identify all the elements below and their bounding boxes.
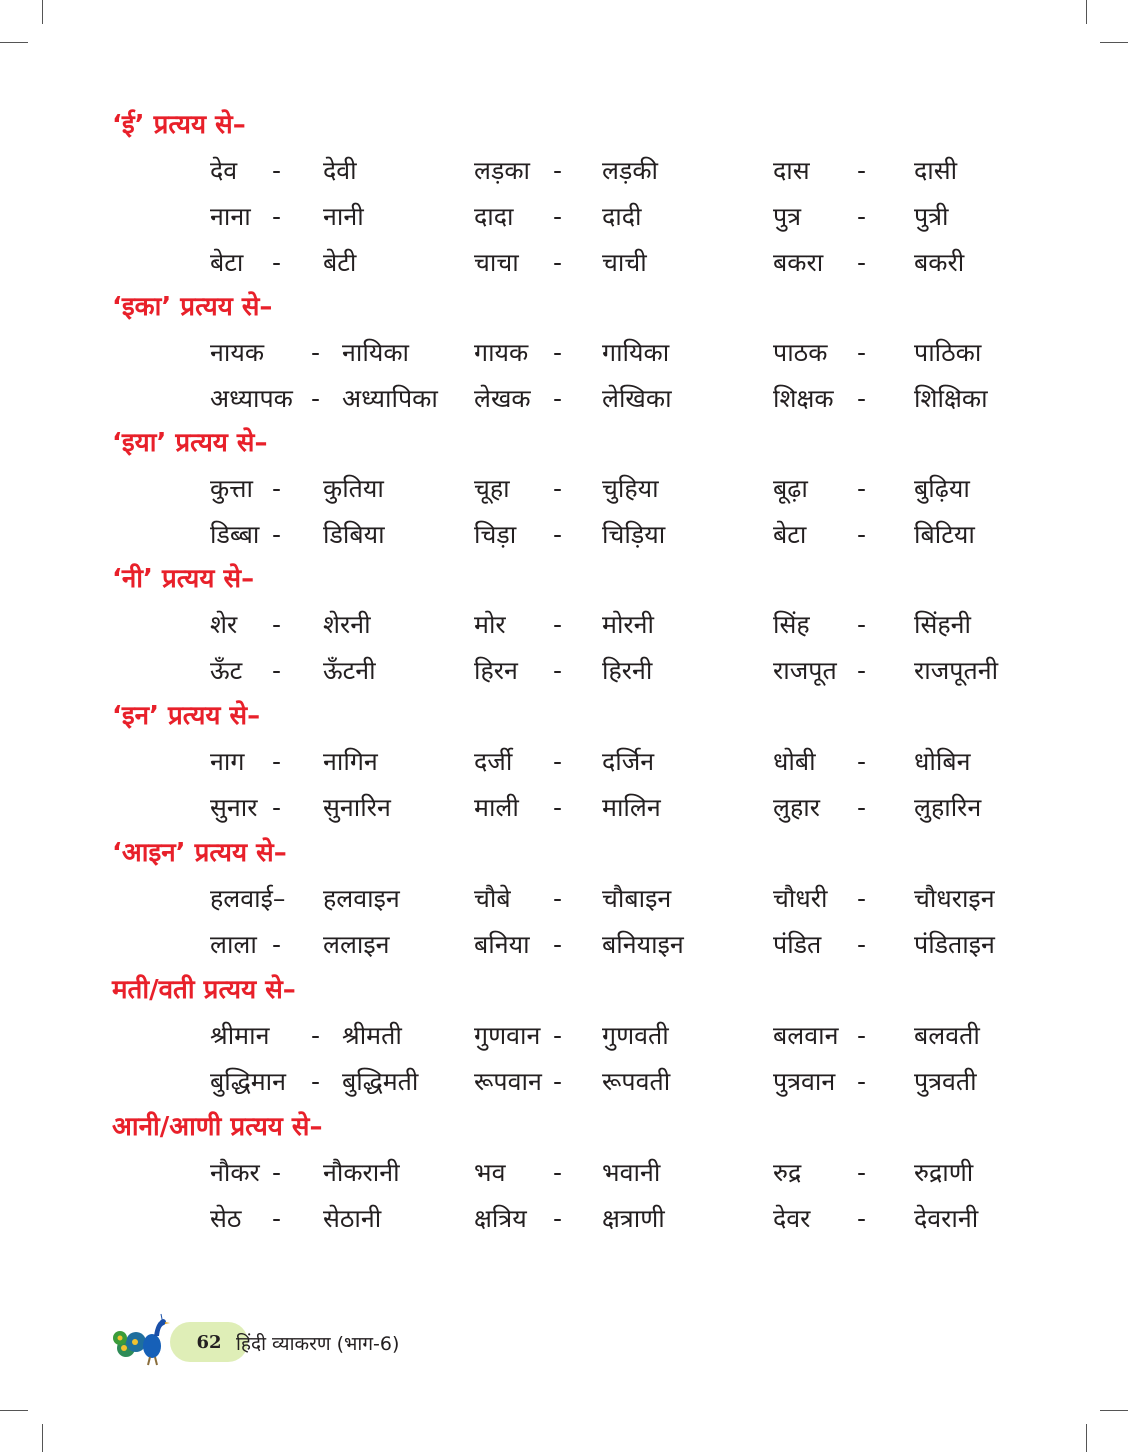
derived-word: बिटिया [914,520,975,549]
separator: - [553,202,563,231]
separator: - [857,1158,867,1187]
crop-mark [0,42,28,43]
peacock-icon [112,1312,174,1368]
separator: - [272,1158,282,1187]
derived-word: दर्जिन [602,747,655,776]
word-pair-row [0,749,1128,783]
separator: - [857,610,867,639]
separator: - [553,793,563,822]
base-word: बेटा [773,520,807,549]
separator: - [857,338,867,367]
base-word: पुत्र [773,202,802,231]
separator: - [272,610,282,639]
derived-word: देवरानी [914,1204,979,1233]
derived-word: नौकरानी [323,1158,400,1187]
derived-word: श्रीमती [342,1021,402,1050]
base-word: शिक्षक [773,384,834,413]
base-word: लड़का [474,156,531,185]
separator: - [272,520,282,549]
derived-word: रूपवती [602,1067,671,1096]
base-word: पाठक [773,338,828,367]
word-pair-row [0,476,1128,510]
word-pair-row [0,386,1128,420]
base-word: नाना [210,202,251,231]
base-word: बेटा [210,248,244,277]
separator: - [857,474,867,503]
derived-word: चुहिया [602,474,659,503]
separator: - [857,156,867,185]
base-word: पुत्रवान [773,1067,836,1096]
derived-word: ऊँटनी [323,656,376,685]
separator: - [553,338,563,367]
separator: - [553,747,563,776]
separator: - [857,248,867,277]
word-pair-row [0,932,1128,966]
base-word: डिब्बा [210,520,260,549]
page-number: 62 [170,1322,248,1362]
derived-word: पुत्री [914,202,949,231]
separator: - [553,656,563,685]
separator: - [553,520,563,549]
separator: - [553,156,563,185]
derived-word: भवानी [602,1158,661,1187]
separator: - [553,610,563,639]
base-word: दास [773,156,810,185]
word-pair-row [0,886,1128,920]
page-footer [112,1312,532,1372]
crop-mark [1100,42,1128,43]
separator: - [311,1067,321,1096]
derived-word: मोरनी [602,610,655,639]
separator: - [857,747,867,776]
section-heading: आनी/आणी प्रत्यय से– [112,1112,323,1142]
derived-word: सेठानी [323,1204,382,1233]
word-pair-row [0,658,1128,692]
base-word: गायक [474,338,529,367]
derived-word: नायिका [342,338,410,367]
base-word: दर्जी [474,747,513,776]
base-word: बुद्धिमान [210,1067,287,1096]
base-word: चूहा [474,474,510,503]
base-word: नौकर [210,1158,260,1187]
section-heading: ‘नी’ प्रत्यय से– [112,564,255,594]
derived-word: लेखिका [602,384,672,413]
derived-word: क्षत्राणी [602,1204,665,1233]
separator: - [553,930,563,959]
base-word: हिरन [474,656,518,685]
base-word: हलवाई– [210,884,286,913]
derived-word: पाठिका [914,338,982,367]
base-word: लेखक [474,384,531,413]
base-word: देवर [773,1204,811,1233]
base-word: चाचा [474,248,519,277]
base-word: नाग [210,747,245,776]
derived-word: बुढ़िया [914,474,970,503]
crop-mark [42,0,43,24]
derived-word: चौबाइन [602,884,672,913]
separator: - [553,1067,563,1096]
derived-word: नागिन [323,747,378,776]
base-word: चौबे [474,884,511,913]
separator: - [857,1021,867,1050]
derived-word: शेरनी [323,610,371,639]
separator: - [272,1204,282,1233]
separator: - [553,1021,563,1050]
separator: - [272,930,282,959]
word-pair-row [0,1023,1128,1057]
derived-word: अध्यापिका [342,384,438,413]
section-heading: ‘ई’ प्रत्यय से– [112,110,246,140]
base-word: सुनार [210,793,258,822]
derived-word: हलवाइन [323,884,400,913]
crop-mark [42,1424,43,1452]
derived-word: मालिन [602,793,661,822]
derived-word: पंडिताइन [914,930,995,959]
derived-word: बलवती [914,1021,980,1050]
derived-word: राजपूतनी [914,656,999,685]
derived-word: पुत्रवती [914,1067,977,1096]
word-pair-row [0,522,1128,556]
derived-word: सिंहनी [914,610,972,639]
separator: - [857,202,867,231]
separator: - [272,202,282,231]
base-word: बनिया [474,930,530,959]
base-word: सेठ [210,1204,242,1233]
derived-word: दादी [602,202,642,231]
derived-word: गुणवती [602,1021,669,1050]
separator: - [272,474,282,503]
derived-word: लड़की [602,156,659,185]
derived-word: शिक्षिका [914,384,988,413]
base-word: भव [474,1158,506,1187]
word-pair-row [0,250,1128,284]
section-heading: ‘इया’ प्रत्यय से– [112,428,268,458]
base-word: सिंह [773,610,810,639]
section-heading: मती/वती प्रत्यय से– [112,975,296,1005]
base-word: श्रीमान [210,1021,270,1050]
derived-word: डिबिया [323,520,385,549]
base-word: अध्यापक [210,384,293,413]
base-word: चौधरी [773,884,828,913]
separator: - [857,656,867,685]
word-pair-row [0,1160,1128,1194]
derived-word: रुद्राणी [914,1158,974,1187]
section-heading: ‘इका’ प्रत्यय से– [112,292,273,322]
word-pair-row [0,158,1128,192]
derived-word: दासी [914,156,958,185]
base-word: लाला [210,930,257,959]
separator: - [272,656,282,685]
base-word: नायक [210,338,265,367]
base-word: माली [474,793,519,822]
separator: - [857,884,867,913]
word-pair-row [0,1206,1128,1240]
separator: - [857,1067,867,1096]
base-word: रुद्र [773,1158,802,1187]
derived-word: नानी [323,202,364,231]
separator: - [553,1204,563,1233]
base-word: राजपूत [773,656,837,685]
derived-word: चिड़िया [602,520,666,549]
separator: - [311,338,321,367]
derived-word: बनियाइन [602,930,684,959]
base-word: पंडित [773,930,822,959]
word-pair-row [0,340,1128,374]
derived-word: चाची [602,248,647,277]
derived-word: ललाइन [323,930,390,959]
base-word: बलवान [773,1021,839,1050]
derived-word: देवी [323,156,357,185]
separator: - [857,930,867,959]
base-word: बूढ़ा [773,474,808,503]
crop-mark [1086,0,1087,24]
section-heading: ‘इन’ प्रत्यय से– [112,701,261,731]
separator: - [311,1021,321,1050]
separator: - [857,793,867,822]
separator: - [311,384,321,413]
separator: - [272,156,282,185]
base-word: दादा [474,202,514,231]
separator: - [272,793,282,822]
base-word: शेर [210,610,238,639]
separator: - [857,520,867,549]
separator: - [272,248,282,277]
separator: - [272,747,282,776]
derived-word: धोबिन [914,747,971,776]
base-word: क्षत्रिय [474,1204,527,1233]
derived-word: बेटी [323,248,357,277]
base-word: कुत्ता [210,474,253,503]
base-word: ऊँट [210,656,243,685]
derived-word: गायिका [602,338,670,367]
base-word: मोर [474,610,506,639]
derived-word: बकरी [914,248,965,277]
base-word: लुहार [773,793,820,822]
base-word: गुणवान [474,1021,541,1050]
base-word: रूपवान [474,1067,542,1096]
derived-word: लुहारिन [914,793,982,822]
word-pair-row [0,1069,1128,1103]
separator: - [553,384,563,413]
base-word: देव [210,156,238,185]
separator: - [553,884,563,913]
word-pair-row [0,612,1128,646]
section-heading: ‘आइन’ प्रत्यय से– [112,838,287,868]
base-word: चिड़ा [474,520,517,549]
derived-word: चौधराइन [914,884,995,913]
derived-word: बुद्धिमती [342,1067,419,1096]
base-word: धोबी [773,747,816,776]
crop-mark [1100,1410,1128,1411]
separator: - [553,474,563,503]
crop-mark [1086,1424,1087,1452]
separator: - [857,384,867,413]
separator: - [553,248,563,277]
separator: - [553,1158,563,1187]
book-title: हिंदी व्याकरण (भाग-6) [236,1333,400,1355]
derived-word: सुनारिन [323,793,391,822]
base-word: बकरा [773,248,824,277]
word-pair-row [0,795,1128,829]
derived-word: कुतिया [323,474,384,503]
derived-word: हिरनी [602,656,653,685]
separator: - [857,1204,867,1233]
word-pair-row [0,204,1128,238]
crop-mark [0,1410,28,1411]
